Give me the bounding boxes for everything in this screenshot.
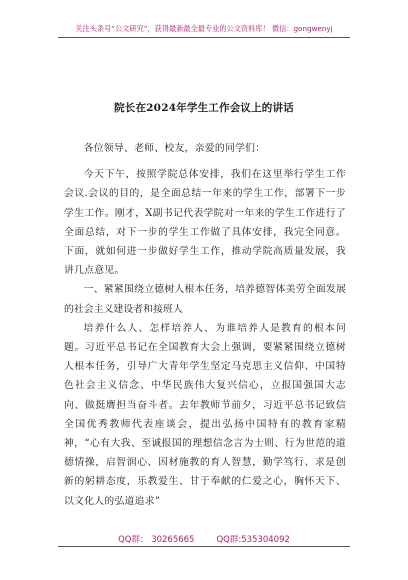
footer-contact [0, 533, 408, 545]
body-paragraph: 培养什么人、怎样培养人、为谁培养人是教育的根本问题。习近平总书记在全国教育大会上强调，要紧紧围绕立德树人根本任务，引导广大青年学生坚定马克思主义信仰、中国特色社会主义信念、中华民族伟大复兴信心，立报国强国大志向、做挺膺担当奋斗者。去年教师节前夕，习近平总书记致信全国优秀教师代表座谈会，提出弘扬中国特有的教育家精神，“心有大我、至诚报国的理想信念言为士则、行为世范的道德情操，启智润心、因材施教的育人智慧，勤学笃行、求是创新的躬耕态度，乐教爱生、甘于奉献的仁爱之心，胸怀天下、以文化人的弘道追求” [64, 322, 346, 507]
intro-paragraph: 今天下午，按照学院总体安排，我们在这里举行学生工作会议.会议的目的，是全面总结一年来的学生工作，部署下一步学生工作。刚才，X副书记代表学院对一年来的学生工作进行了全面总结，对下一步的学生工作做了具体安排，我完全同意。下面，就如何进一步做好学生工作，推动学院高质量发展，我讲几点意见。 [64, 169, 346, 277]
header-banner: 关注头条号“公文研究”，获得最新最全最专业的公文资料库！ 微信：gongwenyj [75, 24, 333, 33]
document-title: 院长在2024年学生工作会议上的讲话 [114, 102, 294, 114]
footer-qq-group-1: QQ群： 30265665 [118, 535, 195, 545]
document-body [64, 139, 346, 511]
header-divider [58, 37, 350, 38]
footer-qq-group-2: QQ群:535304092 [216, 535, 290, 545]
section-heading-1: 一、紧紧围绕立德树人根本任务，培养德智体美劳全面发展的社会主义建设者和接班人 [64, 284, 346, 315]
salutation-paragraph: 各位领导、老师、校友，亲爱的同学们： [83, 143, 266, 154]
footer-divider [58, 546, 350, 547]
